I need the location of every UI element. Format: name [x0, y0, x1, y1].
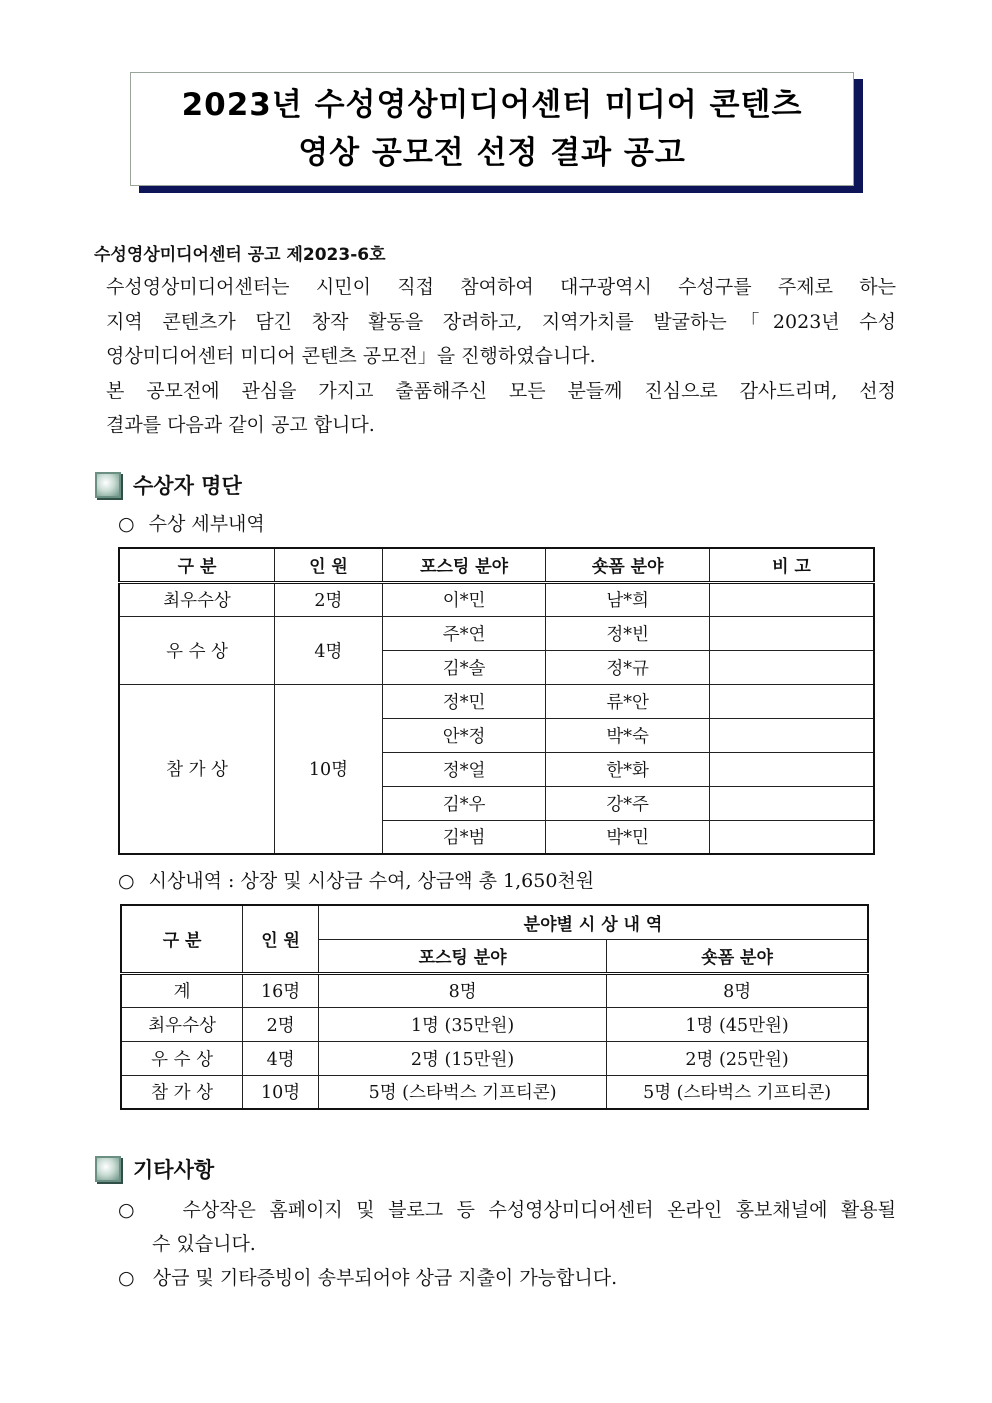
intro-line: 결과를 다음과 같이 공고 합니다.: [106, 414, 375, 436]
sub-heading-text: 수상 세부내역: [148, 513, 265, 535]
note-text: 수상작은 홈페이지 및 블로그 등 수성영상미디어센터 온라인 홍보채널에 활용될: [182, 1199, 896, 1221]
header-shortform: 숏폼 분야: [546, 548, 710, 582]
header-count: 인 원: [275, 548, 383, 582]
cell-shortform: 5명 (스타벅스 기프티콘): [607, 1075, 868, 1109]
intro-paragraph: [106, 270, 896, 443]
cell-posting: 정*얼: [382, 752, 546, 786]
cell-posting: 김*우: [382, 786, 546, 820]
header-shortform: 숏폼 분야: [607, 939, 868, 973]
table-header-row: [119, 548, 874, 582]
cell-category: 참 가 상: [119, 684, 275, 854]
notice-number: 수성영상미디어센터 공고 제2023-6호: [94, 245, 386, 265]
cell-count: 4명: [275, 616, 383, 684]
header-count: 인 원: [243, 905, 319, 973]
square-bullet-icon: [95, 472, 121, 498]
cell-shortform: 류*안: [546, 684, 710, 718]
cell-remarks: [709, 582, 874, 616]
table-row: [121, 1007, 868, 1041]
cell-shortform: 박*민: [546, 820, 710, 854]
table-row: [121, 1041, 868, 1075]
circle-bullet-icon: ○: [118, 1267, 135, 1289]
cell-category: 우 수 상: [121, 1041, 243, 1075]
title-line-1: 2023년 수성영상미디어센터 미디어 콘텐츠: [181, 87, 803, 123]
cell-posting: 안*정: [382, 718, 546, 752]
section-title: 수상자 명단: [133, 474, 242, 498]
cell-remarks: [709, 650, 874, 684]
cell-category: 참 가 상: [121, 1075, 243, 1109]
cell-remarks: [709, 616, 874, 650]
note-item: [118, 1193, 896, 1227]
section-heading-other: [95, 1154, 214, 1184]
intro-line: 영상미디어센터 미디어 콘텐츠 공모전」을 진행하였습니다.: [106, 345, 596, 367]
section-title: 기타사항: [133, 1158, 215, 1182]
prize-details-table: [120, 904, 869, 1110]
header-prize-group: 분야별 시 상 내 역: [319, 905, 869, 939]
cell-category: 최우수상: [121, 1007, 243, 1041]
cell-remarks: [709, 786, 874, 820]
header-category: 구 분: [121, 905, 243, 973]
cell-posting: 정*민: [382, 684, 546, 718]
note-item-continued: 수 있습니다.: [152, 1233, 256, 1255]
table-row: [121, 1075, 868, 1109]
cell-shortform: 정*빈: [546, 616, 710, 650]
award-details-table: [118, 547, 875, 855]
table-row: [121, 973, 868, 1007]
table-row: [119, 616, 874, 650]
square-bullet-icon: [95, 1156, 121, 1182]
table-row: [119, 582, 874, 616]
cell-count: 2명: [243, 1007, 319, 1041]
circle-bullet-icon: ○: [118, 1199, 143, 1221]
cell-shortform: 1명 (45만원): [607, 1007, 868, 1041]
cell-shortform: 정*규: [546, 650, 710, 684]
cell-remarks: [709, 820, 874, 854]
cell-category: 계: [121, 973, 243, 1007]
cell-remarks: [709, 752, 874, 786]
cell-posting: 주*연: [382, 616, 546, 650]
cell-shortform: 8명: [607, 973, 868, 1007]
sub-heading-details: [118, 509, 265, 539]
section-heading-winners: [95, 470, 242, 500]
cell-posting: 2명 (15만원): [319, 1041, 607, 1075]
cell-posting: 1명 (35만원): [319, 1007, 607, 1041]
cell-shortform: 남*희: [546, 582, 710, 616]
cell-shortform: 박*숙: [546, 718, 710, 752]
cell-shortform: 강*주: [546, 786, 710, 820]
circle-bullet-icon: ○: [118, 513, 135, 535]
other-notes: [118, 1193, 896, 1295]
note-text: 상금 및 기타증빙이 송부되어야 상금 지출이 가능합니다.: [152, 1267, 618, 1289]
intro-line: 본 공모전에 관심을 가지고 출품해주신 모든 분들께 진심으로 감사드리며, 선정: [106, 379, 896, 402]
cell-shortform: 2명 (25만원): [607, 1041, 868, 1075]
title-box: [130, 72, 854, 186]
header-remarks: 비 고: [709, 548, 874, 582]
cell-category: 우 수 상: [119, 616, 275, 684]
cell-category: 최우수상: [119, 582, 275, 616]
cell-shortform: 한*화: [546, 752, 710, 786]
cell-posting: 김*솔: [382, 650, 546, 684]
header-posting: 포스팅 분야: [319, 939, 607, 973]
cell-count: 10명: [275, 684, 383, 854]
note-item: [118, 1261, 896, 1295]
table-header-row: [121, 905, 868, 939]
table-row: [119, 684, 874, 718]
cell-posting: 5명 (스타벅스 기프티콘): [319, 1075, 607, 1109]
intro-line: 수성영상미디어센터는 시민이 직접 참여하여 대구광역시 수성구를 주제로 하는: [106, 276, 896, 298]
intro-line: 지역 콘텐츠가 담긴 창작 활동을 장려하고, 지역가치를 발굴하는「2023년 수성: [106, 310, 896, 333]
cell-remarks: [709, 718, 874, 752]
cell-posting: 김*범: [382, 820, 546, 854]
cell-posting: 8명: [319, 973, 607, 1007]
sub-heading-prizes: [118, 866, 594, 896]
header-posting: 포스팅 분야: [382, 548, 546, 582]
cell-count: 4명: [243, 1041, 319, 1075]
sub-heading-text: 시상내역 : 상장 및 시상금 수여, 상금액 총 1,650천원: [148, 870, 595, 892]
cell-posting: 이*민: [382, 582, 546, 616]
cell-count: 10명: [243, 1075, 319, 1109]
header-category: 구 분: [119, 548, 275, 582]
cell-count: 2명: [275, 582, 383, 616]
cell-count: 16명: [243, 973, 319, 1007]
title-line-2: 영상 공모전 선정 결과 공고: [298, 135, 686, 171]
cell-remarks: [709, 684, 874, 718]
circle-bullet-icon: ○: [118, 870, 135, 892]
